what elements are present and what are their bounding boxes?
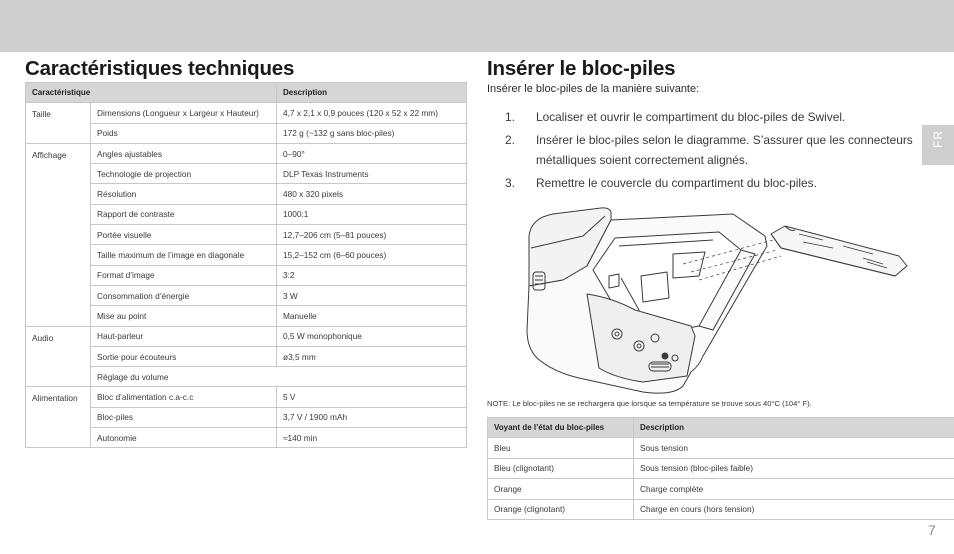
table-row [26,204,467,224]
table-row [26,164,467,184]
header-band [0,0,954,52]
led-state-cell: Orange [488,479,634,499]
specs-table [25,82,467,448]
description-cell: Manuelle [277,306,467,326]
step-item [505,107,925,127]
category-cell: Alimentation [26,387,91,448]
battery-insertion-illustration [523,206,913,398]
table-row [26,123,467,143]
description-cell: 15,2–152 cm (6–60 pouces) [277,245,467,265]
description-cell: ø3,5 mm [277,346,467,366]
description-cell: 3 W [277,285,467,305]
feature-cell: Haut-parleur [91,326,277,346]
feature-cell: Résolution [91,184,277,204]
feature-cell: Angles ajustables [91,143,277,163]
table-row [26,326,467,346]
header-cell: Description [634,418,954,438]
category-cell: Audio [26,326,91,387]
led-description-cell: Charge en cours (hors tension) [634,499,954,519]
step-item [505,130,925,170]
page-number: 7 [928,522,936,538]
specs-header-row [26,83,467,103]
table-row [26,245,467,265]
description-cell: DLP Texas Instruments [277,164,467,184]
feature-cell: Autonomie [91,428,277,448]
language-tab [922,125,954,165]
table-row [26,407,467,427]
step-number: 2. [505,133,515,147]
feature-cell: Mise au point [91,306,277,326]
header-cell: Caractéristique [26,83,277,103]
description-cell: 3,7 V / 1900 mAh [277,407,467,427]
description-cell: 3:2 [277,265,467,285]
step-text: Localiser et ouvrir le compartiment du bloc-piles de Swivel. [536,110,846,124]
led-header-row [488,418,954,438]
led-description-cell: Sous tension (bloc-piles faible) [634,458,954,478]
header-cell: Description [277,83,467,103]
category-cell: Taille [26,103,91,144]
table-row [488,479,954,499]
description-cell: 4,7 x 2,1 x 0,9 pouces (120 x 52 x 22 mm) [277,103,467,123]
description-cell: 5 V [277,387,467,407]
table-row [26,143,467,163]
feature-cell: Sortie pour écouteurs [91,346,277,366]
feature-cell: Portée visuelle [91,225,277,245]
led-description-cell: Sous tension [634,438,954,458]
step-number: 1. [505,110,515,124]
led-state-cell: Bleu (clignotant) [488,458,634,478]
description-cell: 12,7–206 cm (5–81 pouces) [277,225,467,245]
description-cell: 172 g (~132 g sans bloc-piles) [277,123,467,143]
feature-cell: Réglage du volume [91,367,467,387]
description-cell: 0–90° [277,143,467,163]
step-text: Insérer le bloc-piles selon le diagramme. S’assurer que les connecteurs métalliques soient correctement alignés. [536,133,913,167]
led-description-cell: Charge complète [634,479,954,499]
table-row [26,103,467,123]
description-cell: 1000:1 [277,204,467,224]
led-state-cell: Orange (clignotant) [488,499,634,519]
step-item [505,173,925,193]
header-cell: Voyant de l’état du bloc-piles [488,418,634,438]
table-row [26,285,467,305]
table-row [26,367,467,387]
feature-cell: Bloc d’alimentation c.a-c.c [91,387,277,407]
table-row [488,458,954,478]
feature-cell: Format d’image [91,265,277,285]
table-row [26,346,467,366]
table-row [26,225,467,245]
table-row [26,428,467,448]
table-row [26,184,467,204]
battery-title: Insérer le bloc-piles [487,57,676,80]
feature-cell: Consommation d’énergie [91,285,277,305]
table-row [26,265,467,285]
category-cell: Affichage [26,143,91,326]
language-tab-label: FR [931,130,945,148]
description-cell: ≈140 min [277,428,467,448]
step-number: 3. [505,176,515,190]
feature-cell: Technologie de projection [91,164,277,184]
battery-note: NOTE: Le bloc-piles ne se rechargera que lorsque sa température se trouve sous 40°C (104° F). [487,399,812,408]
led-state-cell: Bleu [488,438,634,458]
description-cell: 0,5 W monophonique [277,326,467,346]
battery-led-table [487,417,954,520]
battery-intro: Insérer le bloc-piles de la manière suivante: [487,83,700,95]
feature-cell: Poids [91,123,277,143]
feature-cell: Rapport de contraste [91,204,277,224]
feature-cell: Dimensions (Longueur x Largeur x Hauteur) [91,103,277,123]
feature-cell: Taille maximum de l’image en diagonale [91,245,277,265]
table-row [488,499,954,519]
battery-steps [505,107,925,196]
specs-title: Caractéristiques techniques [25,57,295,80]
table-row [26,387,467,407]
feature-cell: Bloc-piles [91,407,277,427]
step-text: Remettre le couvercle du compartiment du bloc-piles. [536,176,817,190]
table-row [26,306,467,326]
description-cell: 480 x 320 pixels [277,184,467,204]
table-row [488,438,954,458]
